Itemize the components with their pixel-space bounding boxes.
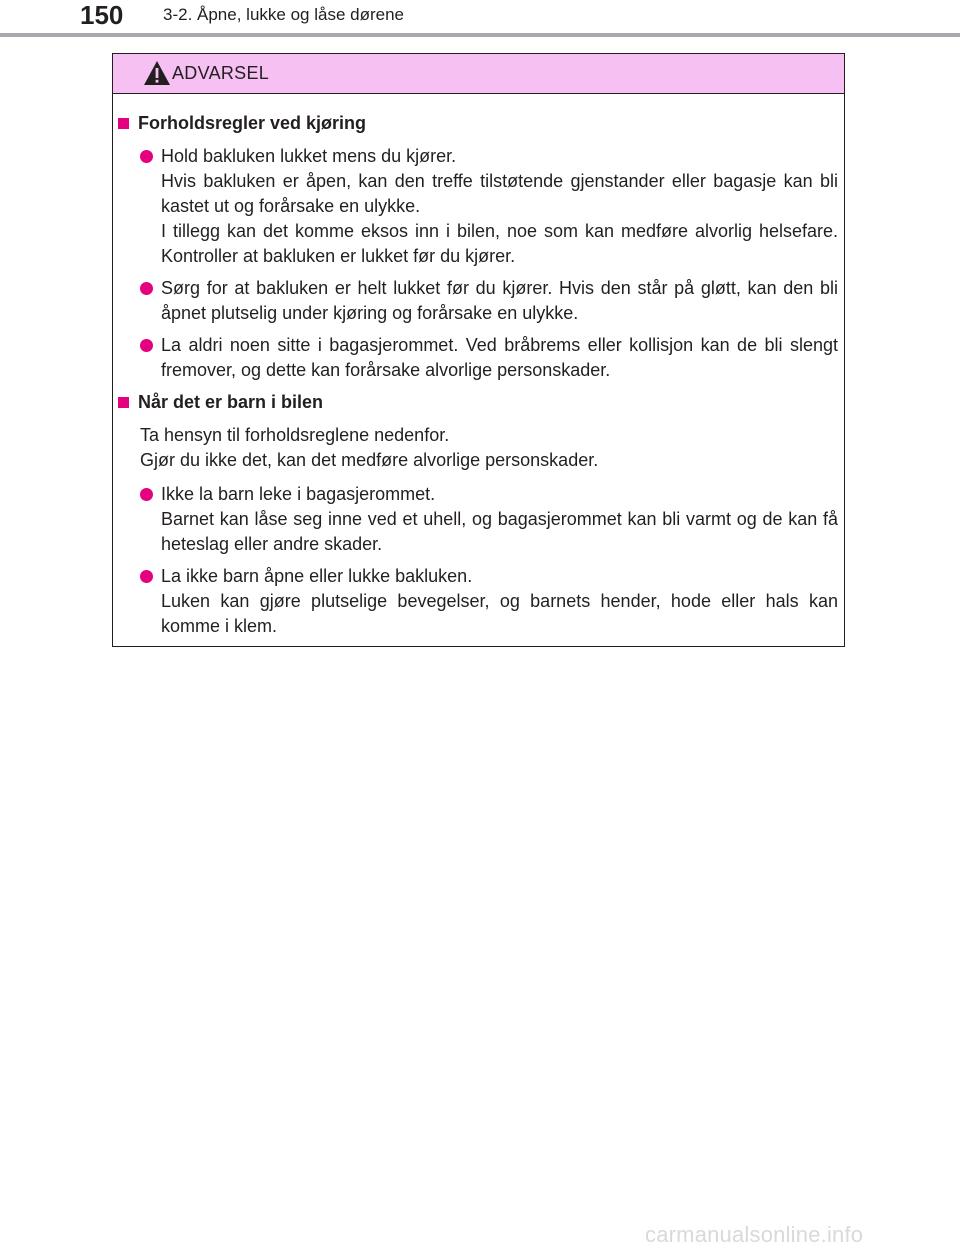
- warning-section: [118, 390, 838, 639]
- round-bullet-icon: [140, 339, 153, 352]
- bullet-text: [161, 333, 838, 383]
- bullet-line: Barnet kan låse seg inne ved et uhell, og bagasjerommet kan bli varmt og de kan få heteslag eller andre skader.: [161, 509, 838, 554]
- bullet-line: Luken kan gjøre plutselige bevegelser, og barnets hender, hode eller hals kan komme i klem.: [161, 591, 838, 636]
- warning-label: ADVARSEL: [172, 63, 270, 83]
- bullet-text: [161, 144, 838, 269]
- square-bullet-icon: [118, 397, 129, 408]
- page-header: [0, 0, 960, 40]
- section-title: 3-2. Åpne, lukke og låse dørene: [163, 5, 404, 24]
- bullet-line: Hvis bakluken er åpen, kan den treffe tilstøtende gjenstander eller bagasje kan bli kastet ut og forårsake en ulykke.: [161, 171, 838, 216]
- bullet-line: I tillegg kan det komme eksos inn i bilen, noe som kan medføre alvorlig helsefare. Kontroller at bakluken er lukket før du kjører.: [161, 221, 838, 266]
- watermark: carmanualsonline.info: [645, 1222, 864, 1247]
- section-intro: [118, 423, 838, 473]
- square-bullet-icon: [118, 118, 129, 129]
- round-bullet-icon: [140, 150, 153, 163]
- bullet-text: [161, 482, 838, 557]
- bullet-line: La ikke barn åpne eller lukke bakluken.: [161, 566, 473, 586]
- warning-section: [118, 111, 838, 383]
- bullet-item: [140, 564, 838, 639]
- round-bullet-icon: [140, 282, 153, 295]
- header-divider: [0, 33, 960, 37]
- bullet-line: Ikke la barn leke i bagasjerommet.: [161, 484, 436, 504]
- bullet-item: [140, 482, 838, 557]
- bullet-line: La aldri noen sitte i bagasjerommet. Ved bråbrems eller kollisjon kan de bli slengt fremover, og dette kan forårsake alvorlige personskader.: [161, 335, 838, 380]
- round-bullet-icon: [140, 488, 153, 501]
- bullet-item: [140, 144, 838, 269]
- bullet-text: [161, 564, 838, 639]
- bullet-item: [140, 276, 838, 326]
- warning-body: [113, 94, 844, 639]
- bullet-line: Hold bakluken lukket mens du kjører.: [161, 146, 457, 166]
- intro-line: Gjør du ikke det, kan det medføre alvorlige personskader.: [140, 450, 599, 470]
- round-bullet-icon: [140, 570, 153, 583]
- section-heading-text: Når det er barn i bilen: [138, 392, 324, 412]
- warning-triangle-icon: [143, 60, 171, 86]
- intro-line: Ta hensyn til forholdsreglene nedenfor.: [140, 425, 450, 445]
- section-heading: [118, 390, 838, 415]
- bullet-text: [161, 276, 838, 326]
- warning-box: [112, 53, 845, 647]
- page-number: 150: [80, 0, 124, 30]
- warning-header: [113, 54, 844, 94]
- bullet-line: Sørg for at bakluken er helt lukket før du kjører. Hvis den står på gløtt, kan den bli åpnet plutselig under kjøring og forårsake en ulykke.: [161, 278, 838, 323]
- section-heading: [118, 111, 838, 136]
- bullet-item: [140, 333, 838, 383]
- section-heading-text: Forholdsregler ved kjøring: [138, 113, 367, 133]
